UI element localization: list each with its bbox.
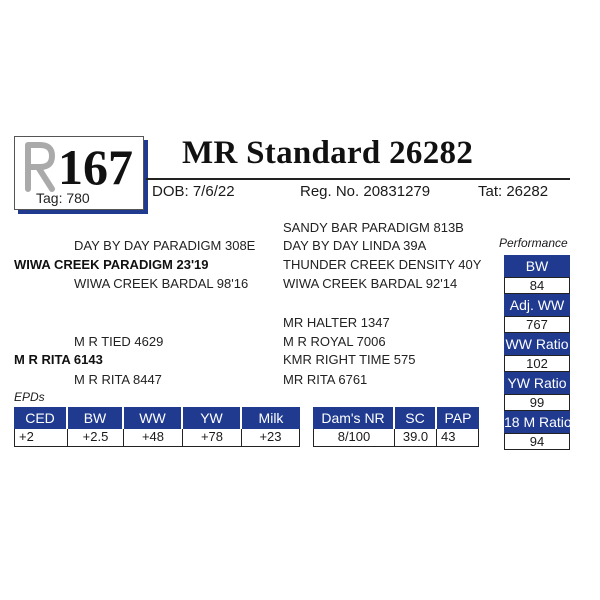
pedigree-dam-dam-sire: KMR RIGHT TIME 575 (283, 352, 416, 367)
perf-value-yw-ratio: 99 (504, 394, 570, 411)
pedigree-dam-dam-dam: MR RITA 6761 (283, 372, 368, 387)
animal-name: MR Standard 26282 (182, 135, 474, 171)
epds-caption: EPDs (14, 390, 45, 404)
perf-value-ww-ratio: 102 (504, 355, 570, 372)
pedigree-sire-dam-sire: THUNDER CREEK DENSITY 40Y (283, 257, 482, 272)
epd-value-ced: +2 (14, 429, 68, 447)
pedigree-dam-sire: M R TIED 4629 (74, 334, 164, 349)
ranch-logo-icon (22, 141, 58, 193)
dam-stats-value-row (313, 429, 479, 447)
pedigree-sire: WIWA CREEK PARADIGM 23'19 (14, 257, 209, 272)
dam-stats-value-sc: 39.0 (395, 429, 437, 447)
perf-label-bw: BW (504, 255, 570, 277)
epd-value-ww: +48 (124, 429, 183, 447)
perf-label-yw-ratio: YW Ratio (504, 372, 570, 394)
pedigree-dam-dam: M R RITA 8447 (74, 372, 162, 387)
perf-label-adj-ww: Adj. WW (504, 294, 570, 316)
registration-number: Reg. No. 20831279 (300, 183, 431, 200)
dam-stats-value-pap: 43 (437, 429, 479, 447)
pedigree-sire-sire: DAY BY DAY PARADIGM 308E (74, 238, 256, 253)
pedigree-sire-dam: WIWA CREEK BARDAL 98'16 (74, 276, 249, 291)
epd-header-ww: WW (124, 407, 183, 429)
epd-header-bw: BW (68, 407, 124, 429)
pedigree-dam-sire-dam: M R ROYAL 7006 (283, 334, 386, 349)
epd-value-milk: +23 (242, 429, 300, 447)
perf-value-18m-ratio: 94 (504, 433, 570, 450)
perf-value-adj-ww: 767 (504, 316, 570, 333)
lot-number: 167 (58, 139, 133, 195)
epd-header-milk: Milk (242, 407, 300, 429)
epd-header-yw: YW (183, 407, 242, 429)
dam-stats-value-nr: 8/100 (313, 429, 395, 447)
dob: DOB: 7/6/22 (152, 183, 235, 200)
epd-value-bw: +2.5 (68, 429, 124, 447)
pedigree-sire-sire-sire: SANDY BAR PARADIGM 813B (283, 220, 464, 235)
tag-number: Tag: 780 (36, 190, 90, 206)
perf-label-18m-ratio: 18 M Ratio (504, 411, 570, 433)
pedigree-dam-sire-sire: MR HALTER 1347 (283, 315, 390, 330)
epd-header-ced: CED (14, 407, 68, 429)
dam-stats-header-nr: Dam's NR (313, 407, 395, 429)
pedigree-dam: M R RITA 6143 (14, 352, 103, 367)
pedigree-sire-dam-dam: WIWA CREEK BARDAL 92'14 (283, 276, 458, 291)
tattoo: Tat: 26282 (478, 183, 549, 200)
epd-header-row (14, 407, 300, 429)
perf-label-ww-ratio: WW Ratio (504, 333, 570, 355)
epd-value-row (14, 429, 300, 447)
dam-stats-header-pap: PAP (437, 407, 479, 429)
pedigree-sire-sire-dam: DAY BY DAY LINDA 39A (283, 238, 427, 253)
performance-caption: Performance (499, 236, 568, 250)
dam-stats-header-row (313, 407, 479, 429)
dam-stats-header-sc: SC (395, 407, 437, 429)
perf-value-bw: 84 (504, 277, 570, 294)
epd-value-yw: +78 (183, 429, 242, 447)
title-divider (146, 178, 570, 180)
